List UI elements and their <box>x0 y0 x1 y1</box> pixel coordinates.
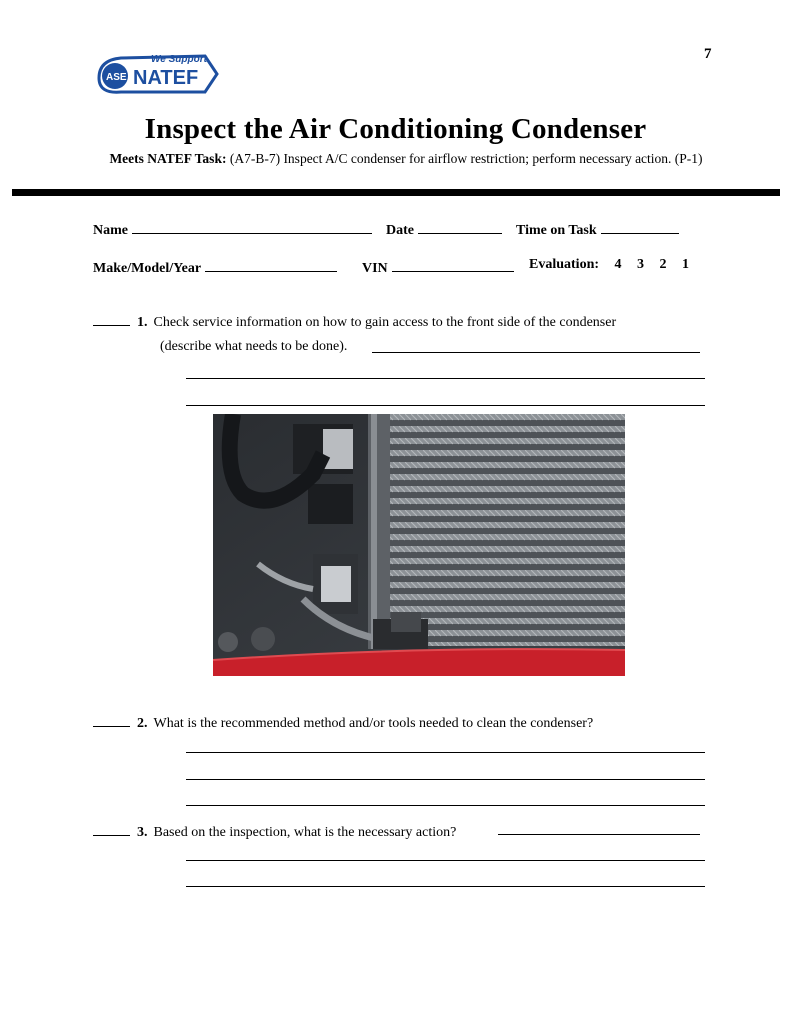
question-1-answer-line[interactable] <box>186 378 705 379</box>
vin-label: VIN <box>362 261 388 276</box>
natef-logo-graphic <box>93 40 223 110</box>
question-3-text: Based on the inspection, what is the necessary action? <box>153 825 457 840</box>
question-2 <box>93 712 593 732</box>
date-blank[interactable] <box>418 219 502 234</box>
question-3 <box>93 821 456 841</box>
question-1-answer-line[interactable] <box>186 405 705 406</box>
task-text: (A7-B-7) Inspect A/C condenser for airflow restriction; perform necessary action. (P-1) <box>229 151 703 166</box>
question-3-number: 3. <box>137 825 148 840</box>
name-label: Name <box>93 223 128 238</box>
make-model-year-blank[interactable] <box>205 257 337 272</box>
question-3-answer-line[interactable] <box>186 860 705 861</box>
vin-field <box>362 257 514 277</box>
question-2-text: What is the recommended method and/or tools needed to clean the condenser? <box>153 716 594 731</box>
question-1-score-blank[interactable] <box>93 311 130 326</box>
task-label: Meets NATEF Task: <box>109 151 227 166</box>
header-divider <box>12 189 780 196</box>
question-1-answer-line[interactable] <box>372 352 700 353</box>
question-1-number: 1. <box>137 315 148 330</box>
question-1-continued: (describe what needs to be done). <box>160 339 348 354</box>
task-description <box>96 150 716 167</box>
question-2-number: 2. <box>137 716 148 731</box>
question-3-score-blank[interactable] <box>93 821 130 836</box>
condenser-photo-graphic <box>213 414 625 676</box>
evaluation-label: Evaluation: <box>529 257 600 272</box>
question-1 <box>93 311 616 331</box>
time-on-task-label: Time on Task <box>516 223 597 238</box>
question-2-answer-line[interactable] <box>186 805 705 806</box>
question-2-answer-line[interactable] <box>186 752 705 753</box>
question-3-answer-line[interactable] <box>498 834 700 835</box>
logo-tagline: We Support <box>151 54 207 65</box>
logo-name: NATEF <box>133 67 199 89</box>
evaluation-score-2[interactable]: 2 <box>659 257 667 272</box>
question-2-score-blank[interactable] <box>93 712 130 727</box>
evaluation-field <box>529 257 689 273</box>
evaluation-score-4[interactable]: 4 <box>614 257 622 272</box>
evaluation-score-1[interactable]: 1 <box>682 257 690 272</box>
condenser-photo <box>213 414 625 676</box>
time-on-task-blank[interactable] <box>601 219 679 234</box>
logo-badge: ASE <box>106 72 127 83</box>
natef-logo <box>93 40 223 110</box>
question-3-answer-line[interactable] <box>186 886 705 887</box>
time-on-task-field <box>516 219 679 239</box>
vin-blank[interactable] <box>392 257 514 272</box>
make-model-year-field <box>93 257 337 277</box>
page-title: Inspect the Air Conditioning Condenser <box>144 113 647 145</box>
question-2-answer-line[interactable] <box>186 779 705 780</box>
question-1-text: Check service information on how to gain access to the front side of the condenser <box>153 315 617 330</box>
evaluation-score-3[interactable]: 3 <box>637 257 645 272</box>
page-number: 7 <box>704 46 712 62</box>
date-label: Date <box>386 223 414 238</box>
name-field <box>93 219 372 239</box>
make-model-year-label: Make/Model/Year <box>93 261 202 276</box>
date-field <box>386 219 502 239</box>
name-blank[interactable] <box>132 219 372 234</box>
